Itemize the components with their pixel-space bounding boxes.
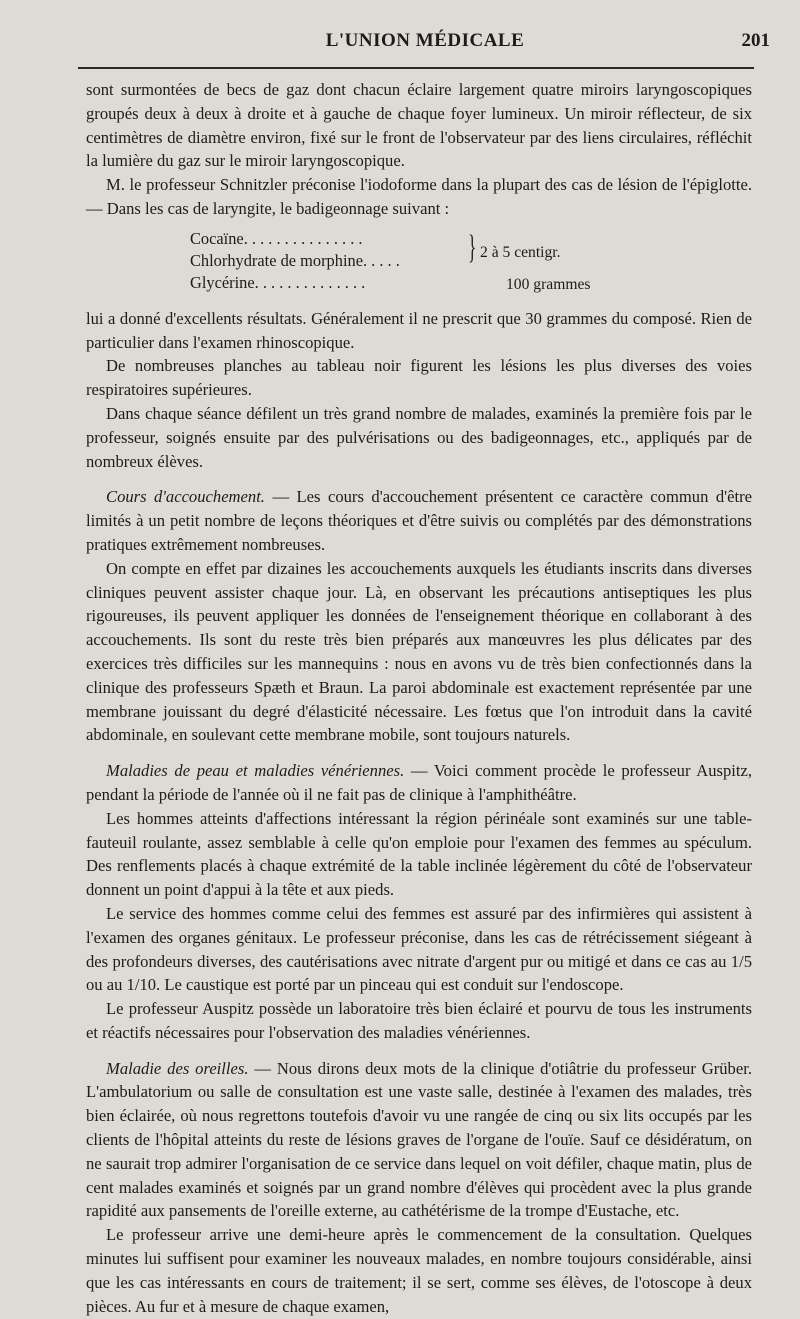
paragraph: Le service des hommes comme celui des femmes est assuré par des infirmières qui assistent à l'examen des organes génitaux. Le professeur préconise, dans les cas de rétrécissement siégeant à des profondeurs diverses, des cautérisations avec nitrate d'argent pur ou mitigé et dans ce cas au 1/5 ou au 1/10. Le caustique est porté par un pinceau qui est conduit sur l'endoscope. (86, 903, 752, 995)
paragraph: De nombreuses planches au tableau noir figurent les lésions les plus diverses des voies respiratoires supérieures. (86, 356, 752, 400)
paragraph: Le professeur Auspitz possède un laboratoire très bien éclairé et pourvu de tous les instruments et réactifs nécessaires pour l'observation des maladies vénériennes. (86, 999, 752, 1042)
article-text (86, 78, 752, 1318)
paragraph: sont surmontées de becs de gaz dont chacun éclaire largement quatre miroirs laryngoscopiques groupés deux à deux à droite et à gauche de chaque foyer lumineux. Un miroir réflecteur, de six centimètres de diamètre environ, fixé sur le front de l'observateur par des liens circulaires, réfléchit la lumière du gaz sur le miroir laryngoscopique. (86, 80, 752, 171)
paragraph: On compte en effet par dizaines les accouchements auxquels les étudiants inscrits dans diverses cliniques peuvent assister chaque jour. Là, en observant les précautions antiseptiques les plus rigoureuses, ils peuvent appliquer les données de l'enseignement théorique en collaborant à des accouchements. Ils sont du reste très bien préparés aux manœuvres les plus délicates par des exercices très difficiles sur les mannequins : nous en avons vu de très bien confectionnés dans la clinique des professeurs Spæth et Braun. La paroi abdominale est exactement représentée par une membrane jouissant du degré d'élasticité nécessaire. Les fœtus que l'on introduit dans la cavité abdominale, en soulevant cette membrane mobile, sont toujours naturels. (86, 558, 752, 745)
header-rule (78, 67, 754, 69)
formula-line: Cocaïne. . . . . . . . . . . . . . . (190, 228, 363, 248)
paragraph: Dans chaque séance défilent un très grand nombre de malades, examinés la première fois par le professeur, soignés ensuite par des pulvérisations ou des badigeonnages, etc., appliqués par de nombreux élèves. (86, 403, 752, 471)
paragraph: Les hommes atteints d'affections intéressant la région périnéale sont examinés sur une table-fauteuil roulante, assez semblable à celle qu'on emploie pour l'examen des femmes au spéculum. Des renflements placés à chaque extrémité de la table inclinée légèrement du côté de l'observateur donnent un point d'appui à la tête et aux pieds. (86, 808, 752, 900)
page-number: 201 (741, 30, 770, 51)
section-text: — Nous dirons deux mots de la clinique d'otiâtrie du professeur Grüber. L'ambulatorium ou salle de consultation est une vaste salle, destinée à l'examen des malades, très bien éclairée, où nous regrettons toutefois d'avoir vu une rangée de cinq ou six lits occupés par les clients de l'hôpital atteints du reste de lésions graves de l'organe de l'ouïe. Sauf ce désidératum, on ne saurait trop admirer l'organisation de ce service dans lequel on voit défiler, chaque matin, plus de cent malades examinés et soignés par un grand nombre d'élèves qui procèdent avec la plus grande rapidité aux pansements de l'oreille externe, au cathétérisme de la trompe d'Eustache, etc. (86, 1058, 752, 1221)
formula-dose: 2 à 5 centigr. (480, 243, 561, 261)
running-head (80, 30, 770, 58)
section-text: — Les cours d'accouchement présentent ce caractère commun d'être limités à un petit nombre de leçons théoriques et d'être suivis ou complétés par des démonstrations pratiques extrêmement nombreuses. (86, 487, 753, 554)
formula-line: Chlorhydrate de morphine. . . . . (190, 250, 400, 270)
paragraph: M. le professeur Schnitzler préconise l'iodoforme dans la plupart des cas de lésion de l'épiglotte. — Dans les cas de laryngite, le badigeonnage suivant : (86, 175, 752, 218)
section-heading: Maladies de peau et maladies vénériennes. (106, 761, 405, 781)
section-heading: Maladie des oreilles. (106, 1058, 249, 1078)
journal-title: L'UNION MÉDICALE (325, 30, 525, 51)
formula-dose: 100 grammes (506, 275, 591, 293)
section-paragraph (86, 485, 752, 556)
section-heading: Cours d'accouchement. (106, 487, 265, 507)
formula-line: Glycérine. . . . . . . . . . . . . . (190, 272, 366, 292)
prescription-formula (86, 229, 752, 301)
paragraph: Le professeur arrive une demi-heure après le commencement de la consultation. Quelques minutes lui suffisent pour examiner les nouveaux malades, en nombre toujours considérable, ainsi que les cas intéressants en cours de traitement; il se sert, comme ses élèves, de l'otoscope à deux pièces. Au fur et à mesure de chaque examen, (86, 1225, 752, 1316)
formula-brace: } (468, 228, 477, 266)
section-text: — Voici comment procède le professeur Auspitz, pendant la période de l'année où il ne fait pas de clinique à l'amphithéâtre. (86, 761, 752, 804)
paragraph: lui a donné d'excellents résultats. Généralement il ne prescrit que 30 grammes du composé. Rien de particulier dans l'examen rhinoscopique. (86, 308, 752, 352)
section-paragraph (86, 1057, 752, 1224)
section-paragraph (86, 759, 752, 807)
